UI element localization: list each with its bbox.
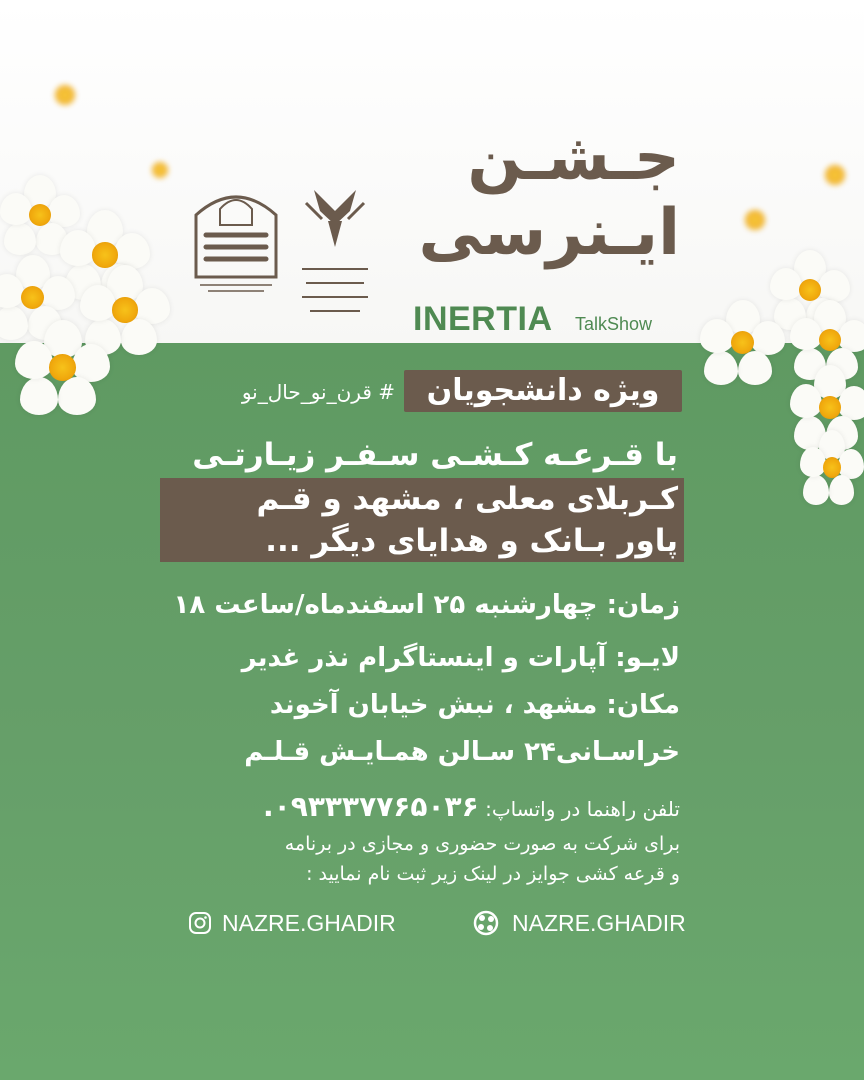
title-line-2: ایـنرسی [418, 196, 680, 270]
aparat-handle: NAZRE.GHADIR [512, 909, 686, 936]
instagram-link[interactable] [188, 906, 396, 940]
title-line-1: جـشـن [467, 121, 680, 195]
narcissus-flower-icon [30, 60, 100, 130]
narcissus-flower-icon [720, 185, 790, 255]
students-badge: ویژه دانشجویان [404, 370, 682, 412]
narcissus-flower-icon [800, 140, 864, 210]
narcissus-flower-icon [15, 320, 110, 415]
aparat-link[interactable] [470, 906, 686, 940]
phone-label: تلفن راهنما در واتساپ: [485, 797, 680, 821]
instagram-icon [188, 911, 212, 935]
live-stream: لایـو: آپارات و اینستاگرام نذر غدیر [241, 643, 680, 673]
raffle-line-3: پاور بـانک و هدایای دیگر ... [160, 520, 684, 562]
signup-line-2: و قرعه کشی جوایز در لینک زیر ثبت نام نمایید : [306, 863, 680, 885]
title-latin: INERTIA [413, 300, 553, 338]
narcissus-flower-icon [130, 140, 190, 200]
narcissus-flower-icon [800, 430, 864, 505]
raffle-line-2: کـربلای معلی ، مشهد و قـم [160, 478, 684, 520]
signup-line-1: برای شرکت به صورت حضوری و مجازی در برنامه [284, 833, 680, 855]
azad-university-logo [292, 185, 378, 325]
phone-number[interactable]: ۰۹۳۳۳۷۷۶۵۰۳۶. [263, 790, 479, 823]
narcissus-flower-icon [700, 300, 785, 385]
instagram-handle: NAZRE.GHADIR [222, 909, 396, 936]
mahdaviat-secretariat-logo [190, 185, 282, 293]
raffle-line-1: با قـرعـه کـشـی سـفـر زیـارتـی [192, 437, 678, 473]
event-place-1: مکان: مشهد ، نبش خیابان آخوند [269, 690, 680, 720]
event-time: زمان: چهارشنبه ۲۵ اسفندماه/ساعت ۱۸ [173, 590, 680, 620]
whatsapp-phone [150, 790, 680, 826]
aparat-icon [470, 907, 502, 939]
event-place-2: خراسـانی۲۴ سـالن همـایـش قـلـم [244, 737, 680, 767]
talkshow-label: TalkShow [575, 314, 653, 334]
hashtag: # قرن_نو_حال_نو [241, 380, 395, 404]
